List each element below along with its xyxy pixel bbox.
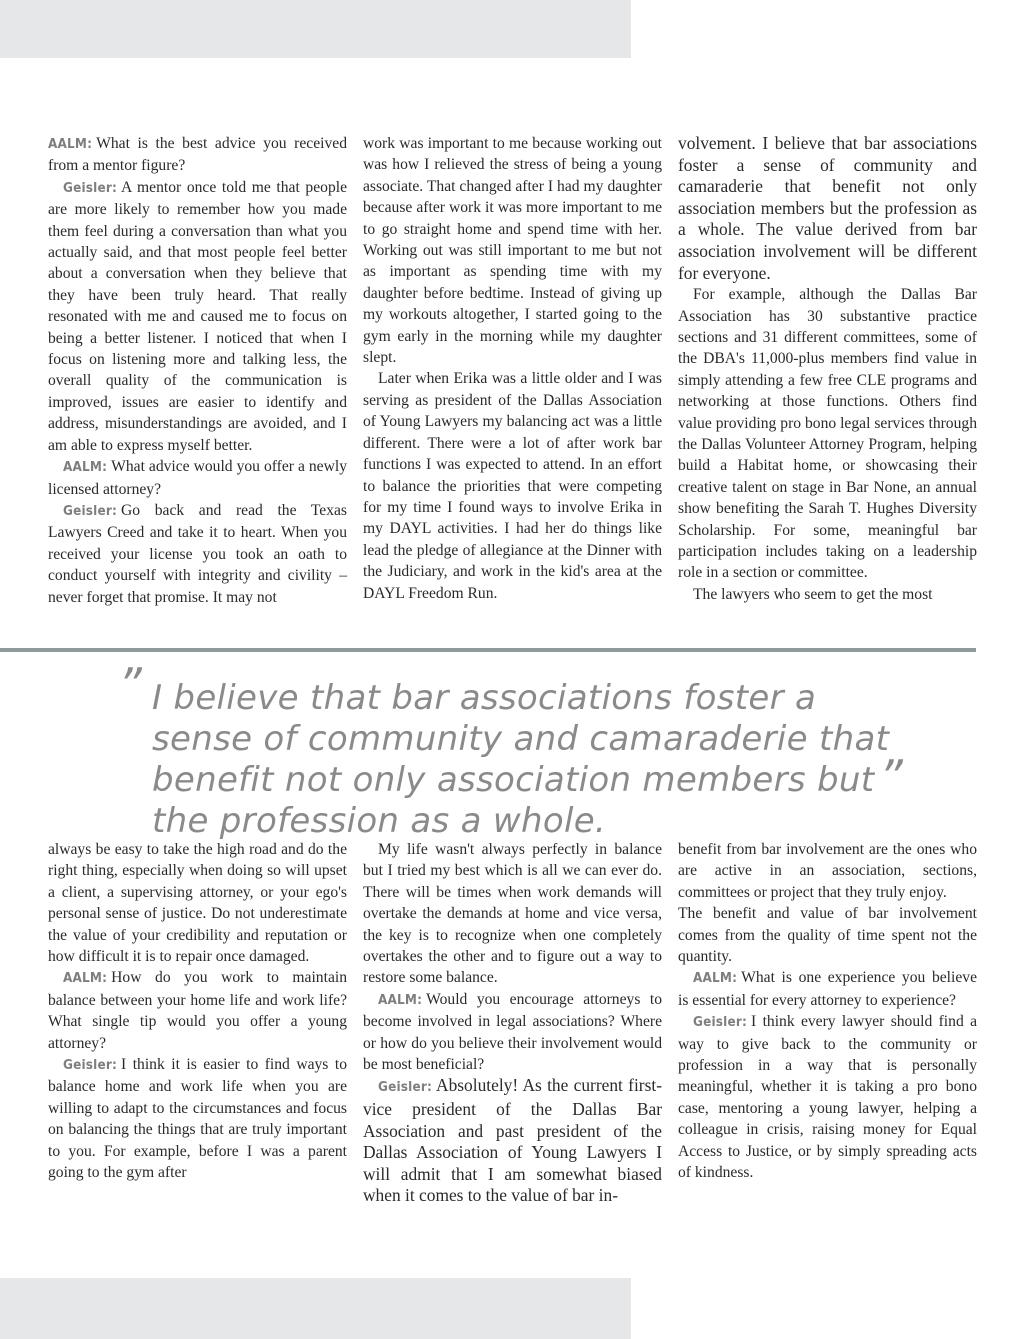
open-quote-mark: ” (118, 658, 142, 712)
close-quote-mark: ” (879, 750, 903, 804)
lower-column-1 (48, 839, 347, 1219)
qa-answer: Geisler: Go back and read the Texas Lawyers Creed and take it to heart. When you received your license you took an oath to conduct yourself with integrity and civility – never forget that promise. It may not (48, 501, 347, 606)
paragraph: Later when Erika was a little older and I was serving as president of the Dallas Association of Young Lawyers my balancing act was a little different. There were a lot of after work bar functions I was expected to attend. In an effort to balance the priorities that were competing for my time I found ways to involve Erika in my DAYL activities. I had her do things like lead the pledge of allegiance at the Dinner with the Judiciary, and work in the kid's area at the DAYL Freedom Run. (363, 370, 662, 602)
paragraph: always be easy to take the high road and do the right thing, especially when doing so will upset a client, a supervising attorney, or your ego's personal sense of justice. Do not underestimate the value of your credibility and reputation or how difficult it is to repair once damaged. (48, 841, 347, 966)
top-gray-band (0, 0, 631, 58)
geisler-label: Geisler: (63, 1058, 118, 1074)
paragraph: My life wasn't always perfectly in balance but I tried my best which is all we can ever do. There will be times when work demands will overtake the demands at home and vice versa, the key is to recognize when one completely overtakes the other and to figure out a way to restore some balance. (363, 841, 662, 987)
geisler-label: Geisler: (63, 503, 118, 519)
qa-question: AALM: What is one experience you believe is essential for every attorney to experience? (678, 969, 977, 1009)
geisler-label: Geisler: (63, 180, 118, 196)
qa-answer: Geisler: I think it is easier to find ways to balance home and work life when you are willing to adapt to the circumstances and focus on balancing the things that are truly important to you. For example, before I was a parent going to the gym after (48, 1056, 347, 1182)
qa-answer: Geisler: A mentor once told me that people are more likely to remember how you made them feel during a conversation than what you actually said, and that most people feel better about a conversation when they believe that they have been truly heard. That really resonated with me and caused me to focus on being a better listener. I noticed that when I focus on listening more and talking less, the overall quality of the communication is improved, issues are easier to identify and address, misunderstandings are avoided, and I am able to express myself better. (48, 178, 347, 454)
aalm-label: AALM: (693, 971, 738, 987)
upper-column-3 (678, 133, 977, 633)
paragraph: The benefit and value of bar involvement comes from the quality of time spent not the quantity. (678, 905, 977, 966)
qa-answer: Geisler: Absolutely! As the current first-vice president of the Dallas Bar Association and past president of the Dallas Association of Young Lawyers I will admit that I am somewhat biased when it comes to the value of bar in- (363, 1075, 662, 1206)
geisler-label: Geisler: (378, 1080, 433, 1096)
aalm-label: AALM: (48, 137, 93, 152)
lower-column-2 (363, 839, 662, 1219)
paragraph: The lawyers who seem to get the most (693, 585, 933, 603)
aalm-label: AALM: (378, 992, 423, 1008)
upper-column-2 (363, 133, 662, 633)
bottom-gray-band (0, 1278, 631, 1339)
qa-question: AALM: How do you work to maintain balance between your home life and work life? What single tip would you offer a young attorney? (48, 969, 347, 1052)
lower-column-3 (678, 839, 977, 1219)
paragraph: work was important to me because working out was how I relieved the stress of being a young associate. That changed after I had my daughter because after work it was more important to me to go straight home and spend time with her. Working out was still important to me but not as important as spending time with my daughter before bedtime. Instead of giving up my workouts altogether, I started going to the gym early in the morning while my daughter slept. (363, 135, 662, 367)
qa-question: AALM: Would you encourage attorneys to become involved in legal associations? Where or how do you believe their involvement would be most beneficial? (363, 990, 662, 1074)
qa-answer: Geisler: I think every lawyer should find a way to give back to the community or profession in a way that is personally meaningful, whether it is taking a pro bono case, mentoring a young lawyer, helping a colleague in crisis, raising money for Equal Access to Justice, or by simply spreading acts of kindness. (678, 1013, 977, 1182)
qa-question: AALM: What is the best advice you received from a mentor figure? (48, 135, 347, 175)
paragraph: benefit from bar involvement are the ones who are active in an association, sections, committees or project that they truly enjoy. (678, 841, 977, 901)
upper-column-1 (48, 133, 347, 633)
qa-question: AALM: What advice would you offer a newly licensed attorney? (48, 458, 347, 498)
paragraph: For example, although the Dallas Bar Association has 30 substantive practice sections and 31 different committees, some of the DBA's 11,000-plus members find value in simply attending a few free CLE programs and networking at those functions. Others find value providing pro bono legal services through the Dallas Volunteer Attorney Program, helping build a Habitat home, or showcasing their creative talent on stage in Bar None, an annual show benefiting the Sarah T. Hughes Diversity Scholarship. For some, meaningful bar participation includes taking on a leadership role in a section or committee. (678, 286, 977, 582)
aalm-label: AALM: (63, 971, 108, 987)
pullquote-text: I believe that bar associations foster a sense of community and camaraderie that benefit not only association members but the profession as a whole. (152, 678, 890, 841)
pullquote-divider (0, 648, 976, 652)
aalm-label: AALM: (63, 460, 108, 476)
paragraph-lead: volvement. I believe that bar associations foster a sense of community and camaraderie that benefit not only association members but the profession as a whole. The value derived from bar association involvement will be different for everyone. (678, 133, 977, 283)
geisler-label: Geisler: (693, 1015, 748, 1031)
